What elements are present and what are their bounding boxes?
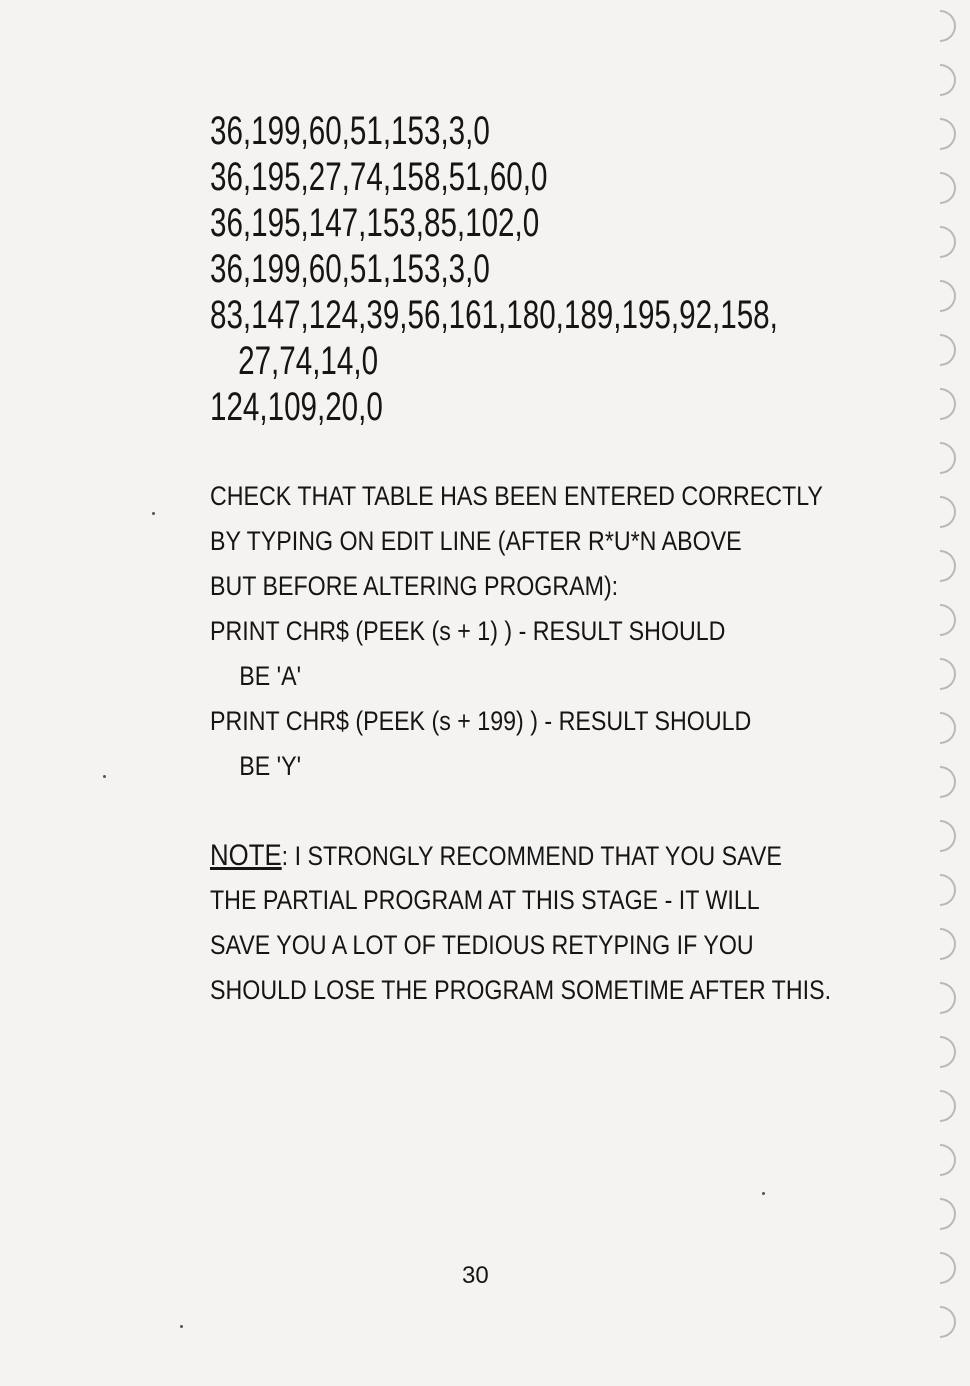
note-first-line-text: : I STRONGLY RECOMMEND THAT YOU SAVE	[281, 841, 782, 871]
spiral-binding	[930, 0, 970, 1386]
paper-speck	[180, 1325, 183, 1328]
note-first-line	[210, 833, 831, 878]
number-line: 36,199,60,51,153,3,0	[210, 109, 490, 153]
instruction-line-continued: BE 'A'	[239, 661, 302, 691]
note-line: SHOULD LOSE THE PROGRAM SOMETIME AFTER THIS.	[210, 975, 832, 1005]
note-line: SAVE YOU A LOT OF TEDIOUS RETYPING IF YOU	[210, 930, 754, 960]
check-instructions	[210, 474, 823, 789]
instruction-line: PRINT CHR$ (PEEK (s + 199) ) - RESULT SHOULD	[210, 706, 752, 736]
paper-speck	[152, 512, 155, 515]
instruction-line: CHECK THAT TABLE HAS BEEN ENTERED CORRECTLY	[210, 481, 823, 511]
instruction-line: BY TYPING ON EDIT LINE (AFTER R*U*N ABOVE	[210, 526, 742, 556]
paper-speck	[103, 775, 106, 778]
number-line-continued: 27,74,14,0	[238, 339, 379, 383]
note-label: NOTE	[210, 839, 282, 872]
number-line: 83,147,124,39,56,161,180,189,195,92,158,	[210, 293, 778, 337]
number-line: 36,199,60,51,153,3,0	[210, 247, 490, 291]
instruction-line: BUT BEFORE ALTERING PROGRAM):	[210, 571, 619, 601]
number-line: 124,109,20,0	[210, 385, 383, 429]
page-number: 30	[462, 1262, 489, 1289]
note-line: THE PARTIAL PROGRAM AT THIS STAGE - IT WILL	[210, 885, 760, 915]
number-table	[210, 108, 778, 430]
number-line: 36,195,147,153,85,102,0	[210, 201, 540, 245]
instruction-line-continued: BE 'Y'	[239, 751, 302, 781]
note-block	[210, 833, 831, 1013]
paper-speck	[762, 1192, 765, 1195]
instruction-line: PRINT CHR$ (PEEK (s + 1) ) - RESULT SHOULD	[210, 616, 726, 646]
number-line: 36,195,27,74,158,51,60,0	[210, 155, 548, 199]
